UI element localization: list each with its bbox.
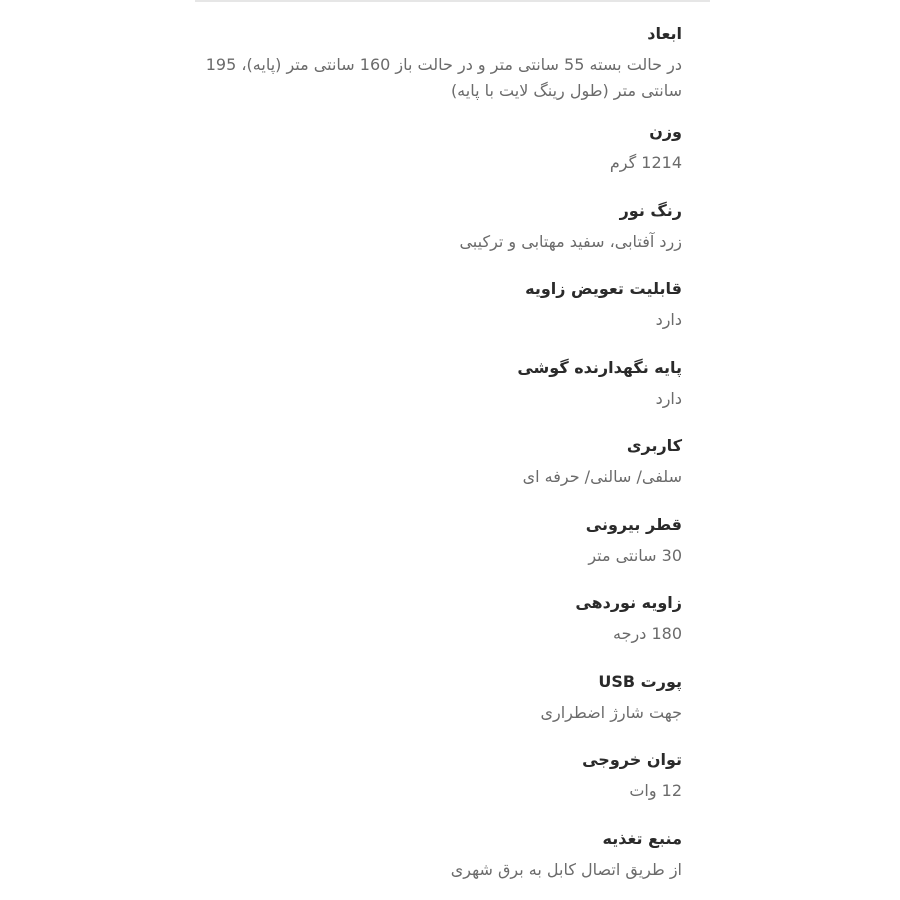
spec-value: جهت شارژ اضطراری [540, 702, 682, 722]
spec-value: سلفی/ سالنی/ حرفه ای [522, 467, 682, 486]
spec-title: زاویه نوردهی [575, 593, 682, 612]
spec-outer-diameter [202, 505, 682, 584]
spec-value: در حالت بسته 55 سانتی متر و در حالت باز 160 سانتی متر (پایه)، 195 سانتی متر (طول رینگ لایت با پایه) [205, 55, 682, 100]
spec-power-supply [202, 819, 682, 898]
spec-title: کاربری [626, 436, 682, 455]
top-divider [195, 0, 710, 2]
spec-title: ابعاد [647, 24, 682, 43]
spec-value: دارد [655, 388, 682, 408]
spec-value: زرد آفتابی، سفید مهتابی و ترکیبی [459, 231, 682, 251]
spec-value: 1214 گرم [609, 153, 682, 172]
spec-value: 30 سانتی متر [588, 545, 682, 565]
specifications-list [202, 14, 682, 897]
spec-output-power [202, 740, 682, 819]
spec-value: 180 درجه [613, 624, 682, 643]
spec-value: از طریق اتصال کابل به برق شهری [450, 859, 682, 879]
spec-weight [202, 112, 682, 191]
spec-title: وزن [649, 122, 682, 141]
spec-dimensions [202, 14, 682, 112]
spec-title: منبع تغذیه [602, 828, 682, 848]
spec-title: قطر بیرونی [585, 514, 682, 534]
spec-title: پایه نگهدارنده گوشی [517, 357, 682, 377]
spec-light-color [202, 191, 682, 270]
spec-title: رنگ نور [619, 200, 682, 220]
spec-usb-port [202, 662, 682, 741]
spec-title: توان خروجی [582, 750, 682, 769]
spec-usage [202, 426, 682, 505]
spec-value: دارد [655, 310, 682, 329]
spec-title: قابلیت تعویض زاویه [525, 279, 682, 298]
spec-title: پورت USB [598, 671, 682, 691]
spec-phone-holder [202, 348, 682, 427]
spec-angle-adjustable [202, 269, 682, 348]
spec-light-angle [202, 583, 682, 662]
spec-value: 12 وات [629, 781, 682, 800]
